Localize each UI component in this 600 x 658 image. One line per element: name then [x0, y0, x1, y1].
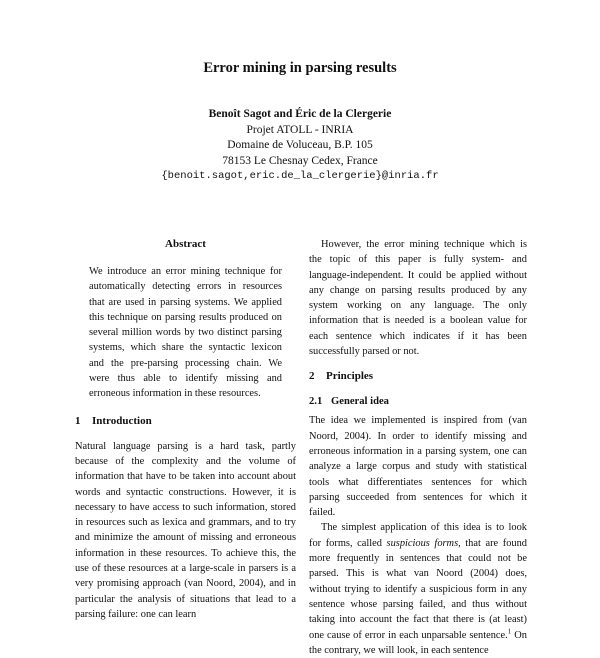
subsection-2-1-number: 2.1	[309, 396, 323, 408]
author-names: Benoît Sagot and Éric de la Clergerie	[208, 108, 392, 120]
para2-start: The simplest application of this idea is to look for forms, called	[309, 522, 527, 549]
principles-paragraph-1: The idea we implemented is inspired from (van Noord, 2004). In order to identify missing and erroneous information in a parsing system, one can analyze a large corpus and study with statistical tools what differentiates sentences for which parsing succeeded from sentences for which it failed.	[309, 415, 527, 519]
abstract-heading: Abstract	[165, 238, 206, 250]
section-1-body: Natural language parsing is a hard task, partly because of the complexity and the volume of information that have to be taken into account about words and syntactic constructions. However, it is necessary to have access to such information, stored in resources such as lexica and grammars, and to try and minimize the amount of missing and erroneous information in these resources. To achieve this, the use of these resources at a large-scale in parsers is a very promising approach (van Noord, 2004), and in particular the analysis of situations that lead to a parsing failure: one can learn	[75, 440, 296, 620]
subsection-2-1-heading	[309, 394, 527, 409]
affiliation-line-1: Projet ATOLL - INRIA	[246, 123, 354, 136]
para2-tail: On the contrary, we will look, in each sentence	[309, 629, 527, 656]
section-2-title: Principles	[326, 370, 374, 383]
section-2-heading	[309, 369, 527, 384]
right-column	[309, 237, 527, 658]
intro-continuation: However, the error mining technique which is the topic of this paper is fully system- and language-independent. It could be applied without any change on parsing results produced by any system working on any language. The only information that is needed is a boolean value for each sentence which indicates if it has been successfully parsed or not.	[309, 239, 527, 358]
subsection-2-1-title: General idea	[331, 396, 389, 408]
principles-paragraph-2	[309, 520, 527, 658]
left-column	[75, 237, 296, 622]
section-2-number: 2	[309, 370, 315, 383]
author-email: {benoit.sagot,eric.de_la_clergerie}@inria.fr	[161, 170, 439, 182]
affiliation-line-3: 78153 Le Chesnay Cedex, France	[222, 154, 378, 167]
affiliation-line-2: Domaine de Voluceau, B.P. 105	[227, 139, 373, 151]
section-1-title: Introduction	[92, 414, 152, 427]
author-block	[0, 107, 600, 185]
footnote-marker: 1	[507, 627, 512, 636]
suspicious-forms-term: suspicious forms	[386, 537, 459, 549]
section-1-heading	[75, 414, 296, 429]
section-1-number: 1	[75, 414, 81, 427]
para2-end: , that are found more frequently in sentences that could not be parsed. This is what van Noord (2004) does, without trying to identify a suspicious form in any sentence whose parsing failed, and thus without taking into account the fact that there is (at least) one cause of error in each unparsable sentence.	[309, 537, 527, 641]
abstract-body: We introduce an error mining technique for automatically detecting errors in resources that are used in parsing systems. We applied this technique on parsing results produced on several million words by two distinct parsing systems, which share the syntactic lexicon and the pre-parsing processing chain. We were thus able to identify missing and erroneous information in these resources.	[89, 266, 282, 400]
paper-title: Error mining in parsing results	[203, 60, 397, 76]
